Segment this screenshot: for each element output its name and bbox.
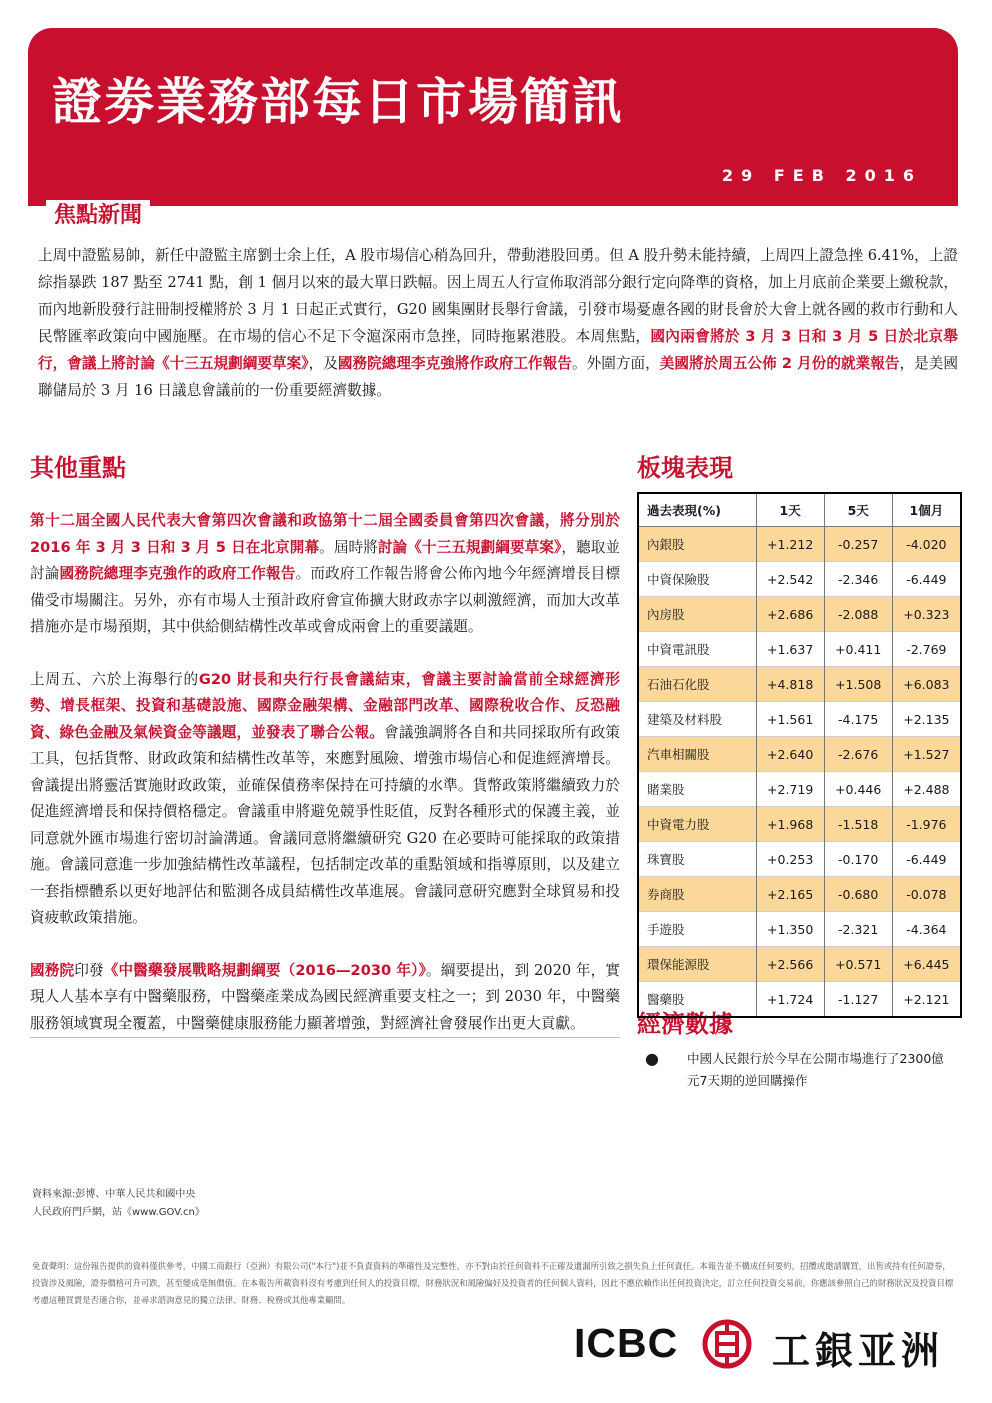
focus-text-1: 上周中證監易帥，新任中證監主席劉士余上任，A 股市場信心稍為回升，帶動港股回勇。但 A 股升勢未能持續，上周四上證急挫 6.41%，上證綜指暴跌 187 點至 2741 點，創 1 個月以來的最大單日跌幅。因上周五人行宣佈取消部分銀行定向降準的資格，加上月底前企業要上繳稅款，而內地新股發行註冊制授權將於 3 月 1 日起正式實行，G20 國集團財長舉行會議，引發市場憂慮各國的財長會於大會上就各國的救市行動和人民幣匯率政策向中國施壓。在市場的信心不足下令滬深兩市急挫，同時拖累港股。本周焦點， [38, 247, 959, 345]
g20-text-2: 會議強調將各自和共同採取所有政策工具，包括貨幣、財政政策和結構性改革等，來應對風險、增強市場信心和促進經濟增長。會議提出將靈活實施財政政策，並確保債務率保持在可持續的水準。貨幣政策將繼續致力於促進經濟增長和保持價格穩定。會議重申將避免競爭性貶值，反對各種形式的保護主義，並同意就外匯市場進行密切討論溝通。會議同意將繼續研究 G20 在必要時可能採取的政策措施。會議同意進一步加強結構性改革議程，包括制定改革的重點領域和指導原則，以及建立一套指標體系以更好地評估和監測各成員結構性改革進展。會議同意研究應對全球貿易和投資疲軟政策措施。 [30, 723, 620, 926]
sector-value-cell: +2.135 [892, 702, 961, 737]
sector-value-cell: -0.680 [824, 877, 892, 912]
sector-value-cell: -2.346 [824, 562, 892, 597]
tcm-text-1: 印發 [74, 961, 104, 979]
sector-name-cell: 汽車相關股 [638, 737, 756, 772]
icbc-emblem-icon [701, 1318, 753, 1370]
sector-value-cell: -4.020 [892, 527, 961, 562]
table-row [638, 877, 961, 912]
sector-name-cell: 石油石化股 [638, 667, 756, 702]
npc-highlight-3: 國務院總理李克強作的政府工作報告 [59, 565, 296, 582]
sector-value-cell: -6.449 [892, 562, 961, 597]
table-header-1m: 1個月 [892, 493, 961, 527]
sector-value-cell: +0.323 [892, 597, 961, 632]
sector-value-cell: +6.083 [892, 667, 961, 702]
sector-table-body [638, 527, 961, 1018]
other-highlights-heading: 其他重點 [30, 454, 126, 482]
sector-name-cell: 中資電力股 [638, 807, 756, 842]
tcm-paragraph [30, 958, 620, 1039]
sector-value-cell: -1.518 [824, 807, 892, 842]
table-header-1d: 1天 [756, 493, 824, 527]
logo-wordmark-en: ICBC [574, 1320, 679, 1366]
focus-highlight-3: 美國將於周五公佈 2 月份的就業報告 [659, 355, 900, 372]
sector-name-cell: 中資電訊股 [638, 632, 756, 667]
tcm-highlight-1: 國務院 [30, 961, 75, 979]
tcm-highlight-2: 《中醫藥發展戰略規劃綱要（2016—2030 年）》 [103, 961, 427, 979]
disclaimer: 免責聲明：這份報告提供的資料僅供參考，中國工商銀行（亞洲）有限公司("本行")並不負責資料的準確性及完整性，亦不對由於任何資料不正確及遺漏所引致之損失負上任何責任。本報告並不構成任何要約，招攬或邀請購買，出售或持有任何證券，投資涉及風險，證券價格可升可跌，甚至變成毫無價值。在本報告所載資料沒有考慮到任何人的投資目標，財務狀況和風險偏好及投資者的任何個人資料，因此不應依賴作出任何投資決定，訂立任何投資交易前，你應該參照自己的財務狀況及投資目標考慮這種買賣是否適合你，並尋求諮詢意見的獨立法律、財務、稅務或其他專業顧問。 [32, 1261, 954, 1305]
sector-value-cell: -4.175 [824, 702, 892, 737]
sector-value-cell: +2.566 [756, 947, 824, 982]
table-row [638, 632, 961, 667]
sector-value-cell: +0.571 [824, 947, 892, 982]
table-row [638, 597, 961, 632]
sector-value-cell: -0.078 [892, 877, 961, 912]
sector-value-cell: -2.088 [824, 597, 892, 632]
sector-value-cell: -2.321 [824, 912, 892, 947]
sector-value-cell: -0.170 [824, 842, 892, 877]
sector-value-cell: +2.542 [756, 562, 824, 597]
logo-wordmark-cn: 工銀亚洲 [772, 1329, 945, 1373]
focus-highlight-1: 國內兩會將於 3 月 3 日和 3 月 5 日於北京舉行，會議上將討論《十三五規劃綱要草案》 [38, 328, 958, 372]
focus-news-body [38, 242, 958, 404]
economic-data-text: 中國人民銀行於今早在公開市場進行了2300億元7天期的逆回購操作 [687, 1051, 944, 1088]
icbc-logo [574, 1318, 958, 1373]
sector-name-cell: 建築及材料股 [638, 702, 756, 737]
source-line-1: 資料來源:彭博、中華人民共和國中央 [32, 1189, 196, 1200]
sector-performance-table [637, 492, 962, 1018]
source-line-2: 人民政府門戶網，站《www.GOV.cn》 [32, 1207, 205, 1218]
npc-text-1: 。屆時將 [319, 538, 378, 556]
table-row [638, 667, 961, 702]
report-date: 29 FEB 2016 [722, 166, 922, 185]
sector-value-cell: +1.561 [756, 702, 824, 737]
sector-value-cell: +1.968 [756, 807, 824, 842]
economic-data-heading: 經濟數據 [637, 1010, 733, 1038]
table-header-row [638, 493, 961, 527]
sector-value-cell: +1.527 [892, 737, 961, 772]
sector-name-cell: 券商股 [638, 877, 756, 912]
sector-name-cell: 賭業股 [638, 772, 756, 807]
sector-value-cell: -0.257 [824, 527, 892, 562]
sector-value-cell: +2.719 [756, 772, 824, 807]
sector-value-cell: +1.212 [756, 527, 824, 562]
sector-value-cell: +2.165 [756, 877, 824, 912]
sector-name-cell: 內房股 [638, 597, 756, 632]
sector-name-cell: 環保能源股 [638, 947, 756, 982]
sector-value-cell: -2.676 [824, 737, 892, 772]
sector-value-cell: +0.411 [824, 632, 892, 667]
sector-name-cell: 內銀股 [638, 527, 756, 562]
sector-value-cell: +0.253 [756, 842, 824, 877]
focus-text-2: ，及 [308, 355, 338, 372]
focus-news-heading: 焦點新聞 [46, 200, 150, 236]
npc-highlight-2: 討論《十三五規劃綱要草案》 [377, 538, 562, 556]
npc-paragraph [30, 508, 620, 641]
npc-highlight-1: 第十二屆全國人民代表大會第四次會議和政協第十二屆全國委員會第四次會議，將分別於 2016 年 3 月 3 日和 3 月 5 日在北京開幕 [30, 512, 620, 556]
npc-text-2: ，聽取並討論 [30, 538, 620, 582]
sector-name-cell: 手遊股 [638, 912, 756, 947]
sector-value-cell: +1.724 [756, 982, 824, 1018]
economic-data-item [645, 1048, 955, 1092]
sector-value-cell: -1.976 [892, 807, 961, 842]
sector-performance-heading: 板塊表現 [637, 454, 733, 482]
npc-text-3: 。而政府工作報告將會公佈內地今年經濟增長目標備受市場關注。另外，亦有市場人士預計政府會宣佈擴大財政赤字以刺激經濟，而加大改革措施亦是市場預期，其中供給側結構性改革或會成兩會上的重要議題。 [30, 565, 620, 635]
table-row [638, 772, 961, 807]
g20-paragraph [30, 667, 620, 932]
sector-value-cell: +1.508 [824, 667, 892, 702]
sector-value-cell: -4.364 [892, 912, 961, 947]
sector-value-cell: +2.640 [756, 737, 824, 772]
source-note [32, 1186, 252, 1222]
sector-value-cell: +1.350 [756, 912, 824, 947]
table-row [638, 912, 961, 947]
focus-text-3: 。外圍方面， [571, 355, 660, 372]
tcm-text-2: 。綱要提出，到 2020 年，實現人人基本享有中醫藥服務，中醫藥產業成為國民經濟重要支柱之一；到 2030 年，中醫藥服務領域實現全覆蓋，中醫藥健康服務能力顯著增強，對經濟社會發展作出更大貢獻。 [30, 961, 620, 1032]
sector-value-cell: +1.637 [756, 632, 824, 667]
sector-name-cell: 醫藥股 [638, 982, 756, 1018]
table-header-period: 過去表現(%) [638, 493, 756, 527]
g20-text-1: 上周五、六於上海舉行的 [30, 670, 199, 688]
sector-value-cell: +2.488 [892, 772, 961, 807]
focus-text-4: ，是美國聯儲局於 3 月 16 日議息會議前的一份重要經濟數據。 [38, 355, 958, 399]
sector-value-cell: -6.449 [892, 842, 961, 877]
bullet-icon: ● [645, 1049, 659, 1068]
sector-value-cell: +4.818 [756, 667, 824, 702]
table-row [638, 842, 961, 877]
table-header-5d: 5天 [824, 493, 892, 527]
other-highlights-column [30, 508, 620, 1064]
sector-value-cell: +0.446 [824, 772, 892, 807]
sector-value-cell: +6.445 [892, 947, 961, 982]
sector-name-cell: 中資保險股 [638, 562, 756, 597]
sector-value-cell: -1.127 [824, 982, 892, 1018]
table-row [638, 737, 961, 772]
sector-value-cell: +2.686 [756, 597, 824, 632]
sector-value-cell: +2.121 [892, 982, 961, 1018]
table-row [638, 807, 961, 842]
g20-highlight-1: G20 財長和央行行長會議結束，會議主要討論當前全球經濟形勢、增長框架、投資和基礎設施、國際金融架構、金融部門改革、國際稅收合作、反恐融資、綠色金融及氣候資金等議題，並發表了聯合公報。 [30, 670, 620, 741]
sector-name-cell: 珠寶股 [638, 842, 756, 877]
table-row [638, 947, 961, 982]
table-row [638, 702, 961, 737]
focus-highlight-2: 國務院總理李克強將作政府工作報告 [337, 355, 572, 372]
page-title: 證劵業務部每日市場簡訊 [52, 73, 624, 131]
table-row [638, 562, 961, 597]
table-row [638, 982, 961, 1018]
sector-value-cell: -2.769 [892, 632, 961, 667]
table-row [638, 527, 961, 562]
